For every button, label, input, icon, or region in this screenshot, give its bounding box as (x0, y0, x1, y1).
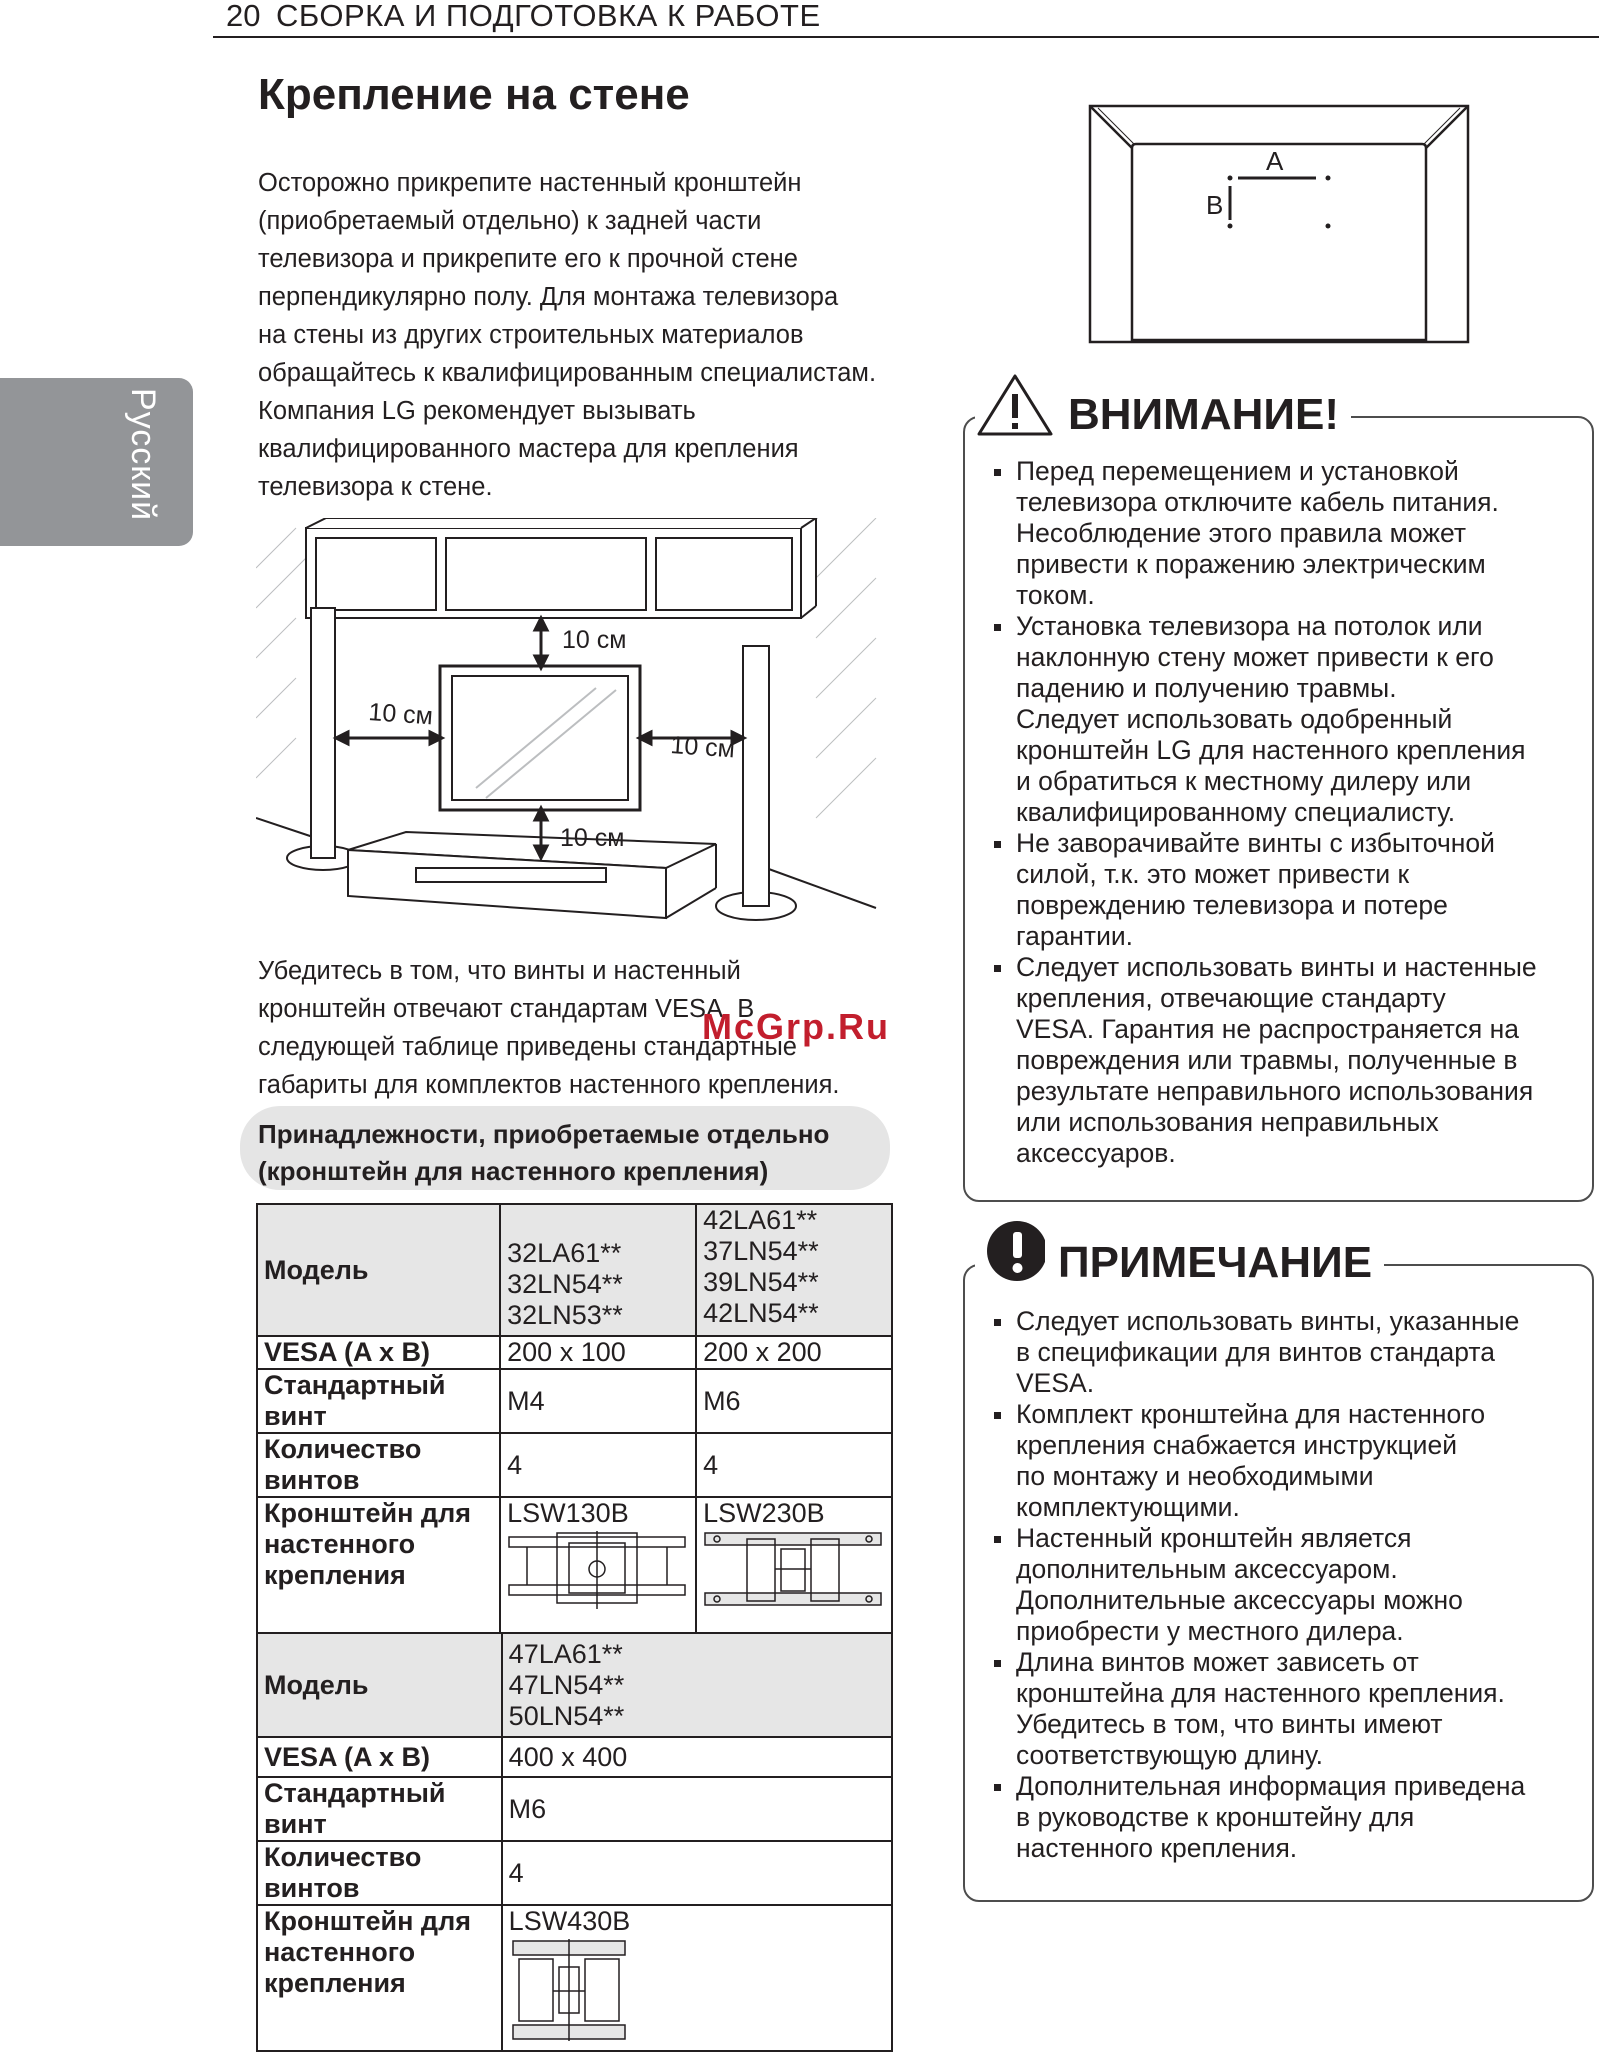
bracket-cell-1 (500, 1497, 696, 1637)
table-row (257, 1777, 892, 1841)
vesa-value-2: 200 x 200 (696, 1336, 892, 1369)
intro-paragraph: Осторожно прикрепите настенный кронштейн (приобретаемый отдельно) к задней части телевизора и прикрепите его к прочной стене перпендикулярно полу. Для монтажа телевизора на стены из других строительных материалов обращайтесь к квалифицированным специалистам. Компания LG рекомендует вызывать квалифицированного мастера для крепления телевизора к стене. (258, 169, 877, 501)
screw-label: Стандартный винт (257, 1369, 500, 1433)
count-value-2: 4 (696, 1433, 892, 1497)
bracket-label: Кронштейн для настенного крепления (257, 1497, 500, 1637)
model-list-2: 42LA61** 37LN54** 39LN54** 42LN54** (696, 1204, 892, 1336)
clearance-left-label: 10 см (367, 698, 434, 731)
bracket-model-2: LSW230B (703, 1498, 825, 1528)
caution-list (992, 456, 1582, 1169)
table-row (257, 1737, 892, 1777)
caution-icon-bg (975, 372, 1075, 442)
header-rule (213, 36, 1599, 38)
table-row (257, 1497, 892, 1637)
vesa-value-1: 200 x 100 (500, 1336, 696, 1369)
table-row (257, 1633, 892, 1737)
list-item: Следует использовать винты, указанные в спецификации для винтов стандарта VESA. (992, 1306, 1582, 1399)
note-title: ПРИМЕЧАНИЕ (1052, 1238, 1384, 1288)
bracket-cell (502, 1905, 892, 2051)
vesa-table-1 (256, 1203, 893, 1638)
table-row (257, 1905, 892, 2051)
count-label: Количество винтов (257, 1841, 502, 1905)
table-row (257, 1336, 892, 1369)
list-item: Дополнительная информация приведена в руководстве к кронштейну для настенного крепления. (992, 1771, 1582, 1864)
list-item: Не заворачивайте винты с избыточной силой, т.к. это может привести к повреждению телевизора и потере гарантии. (992, 828, 1582, 952)
model-list: 47LA61** 47LN54** 50LN54** (502, 1633, 892, 1737)
section-title: СБОРКА И ПОДГОТОВКА К РАБОТЕ (276, 0, 821, 33)
list-item: Комплект кронштейна для настенного крепления снабжается инструкцией по монтажу и необходимыми комплектующими. (992, 1399, 1582, 1523)
count-value-1: 4 (500, 1433, 696, 1497)
bracket-model-1: LSW130B (507, 1498, 629, 1528)
language-tab-label: Русский (124, 388, 162, 522)
vesa-hole-diagram (1088, 104, 1470, 344)
bracket-lsw130b-icon (507, 1529, 687, 1611)
clearance-right-label: 10 см (669, 731, 736, 764)
model-list-1: 32LA61** 32LN54** 32LN53** (500, 1204, 696, 1336)
exclamation-icon (975, 1218, 1045, 1288)
clearance-bottom-label: 10 см (560, 824, 625, 852)
list-item: Следует использовать винты и настенные крепления, отвечающие стандарту VESA. Гарантия не распространяется на повреждения или травмы, полученные в результате неправильного использования или использования неправильных аксессуаров. (992, 952, 1582, 1169)
language-tab (0, 378, 193, 546)
vesa-table-2 (256, 1632, 893, 2052)
bracket-lsw230b-icon (703, 1529, 883, 1611)
bracket-lsw430b-icon (509, 1937, 629, 2043)
vesa-paragraph: Убедитесь в том, что винты и настенный кронштейн отвечают стандартам VESA. В следующей таблице приведены стандартные габариты для комплектов настенного крепления. (258, 957, 840, 1099)
list-item: Настенный кронштейн является дополнительным аксессуаром. Дополнительные аксессуары можно приобрести у местного дилера. (992, 1523, 1582, 1647)
table-row (257, 1841, 892, 1905)
vesa-label: VESA (A x B) (257, 1737, 502, 1777)
table-row (257, 1204, 892, 1336)
list-item: Установка телевизора на потолок или наклонную стену может привести к его падению и получению травмы. Следует использовать одобренный кронштейн LG для настенного крепления и обратиться к местному дилеру или квалифицированному специалисту. (992, 611, 1582, 828)
table-row (257, 1369, 892, 1433)
page-title: Крепление на стене (258, 70, 690, 119)
vesa-value: 400 x 400 (502, 1737, 892, 1777)
note-list (992, 1306, 1582, 1864)
screw-value: M6 (502, 1777, 892, 1841)
wall-clearance-illustration (256, 518, 882, 938)
page-number: 20 (226, 0, 261, 33)
screw-value-2: M6 (696, 1369, 892, 1433)
screw-value-1: M4 (500, 1369, 696, 1433)
model-label: Модель (257, 1633, 502, 1737)
bracket-label: Кронштейн для настенного крепления (257, 1905, 502, 2051)
note-icon-bg (975, 1218, 1055, 1288)
list-item: Перед перемещением и установкой телевизора отключите кабель питания. Несоблюдение этого правила может привести к поражению электрическим током. (992, 456, 1582, 611)
table-row (257, 1433, 892, 1497)
vesa-a-label: A (1266, 146, 1284, 176)
vesa-b-label: B (1206, 190, 1224, 220)
count-value: 4 (502, 1841, 892, 1905)
count-label: Количество винтов (257, 1433, 500, 1497)
clearance-top-label: 10 см (562, 626, 627, 654)
vesa-label: VESA (A x B) (257, 1336, 500, 1369)
list-item: Длина винтов может зависеть от кронштейна для настенного крепления. Убедитесь в том, что винты имеют соответствующую длину. (992, 1647, 1582, 1771)
warning-triangle-icon (975, 372, 1055, 438)
accessories-heading: Принадлежности, приобретаемые отдельно (кронштейн для настенного крепления) (258, 1119, 830, 1186)
watermark: McGrp.Ru (702, 1006, 891, 1047)
model-label: Модель (257, 1204, 500, 1336)
bracket-model: LSW430B (508, 1906, 631, 1936)
screw-label: Стандартный винт (257, 1777, 502, 1841)
bracket-cell-2 (696, 1497, 892, 1637)
caution-title: ВНИМАНИЕ! (1062, 390, 1351, 440)
